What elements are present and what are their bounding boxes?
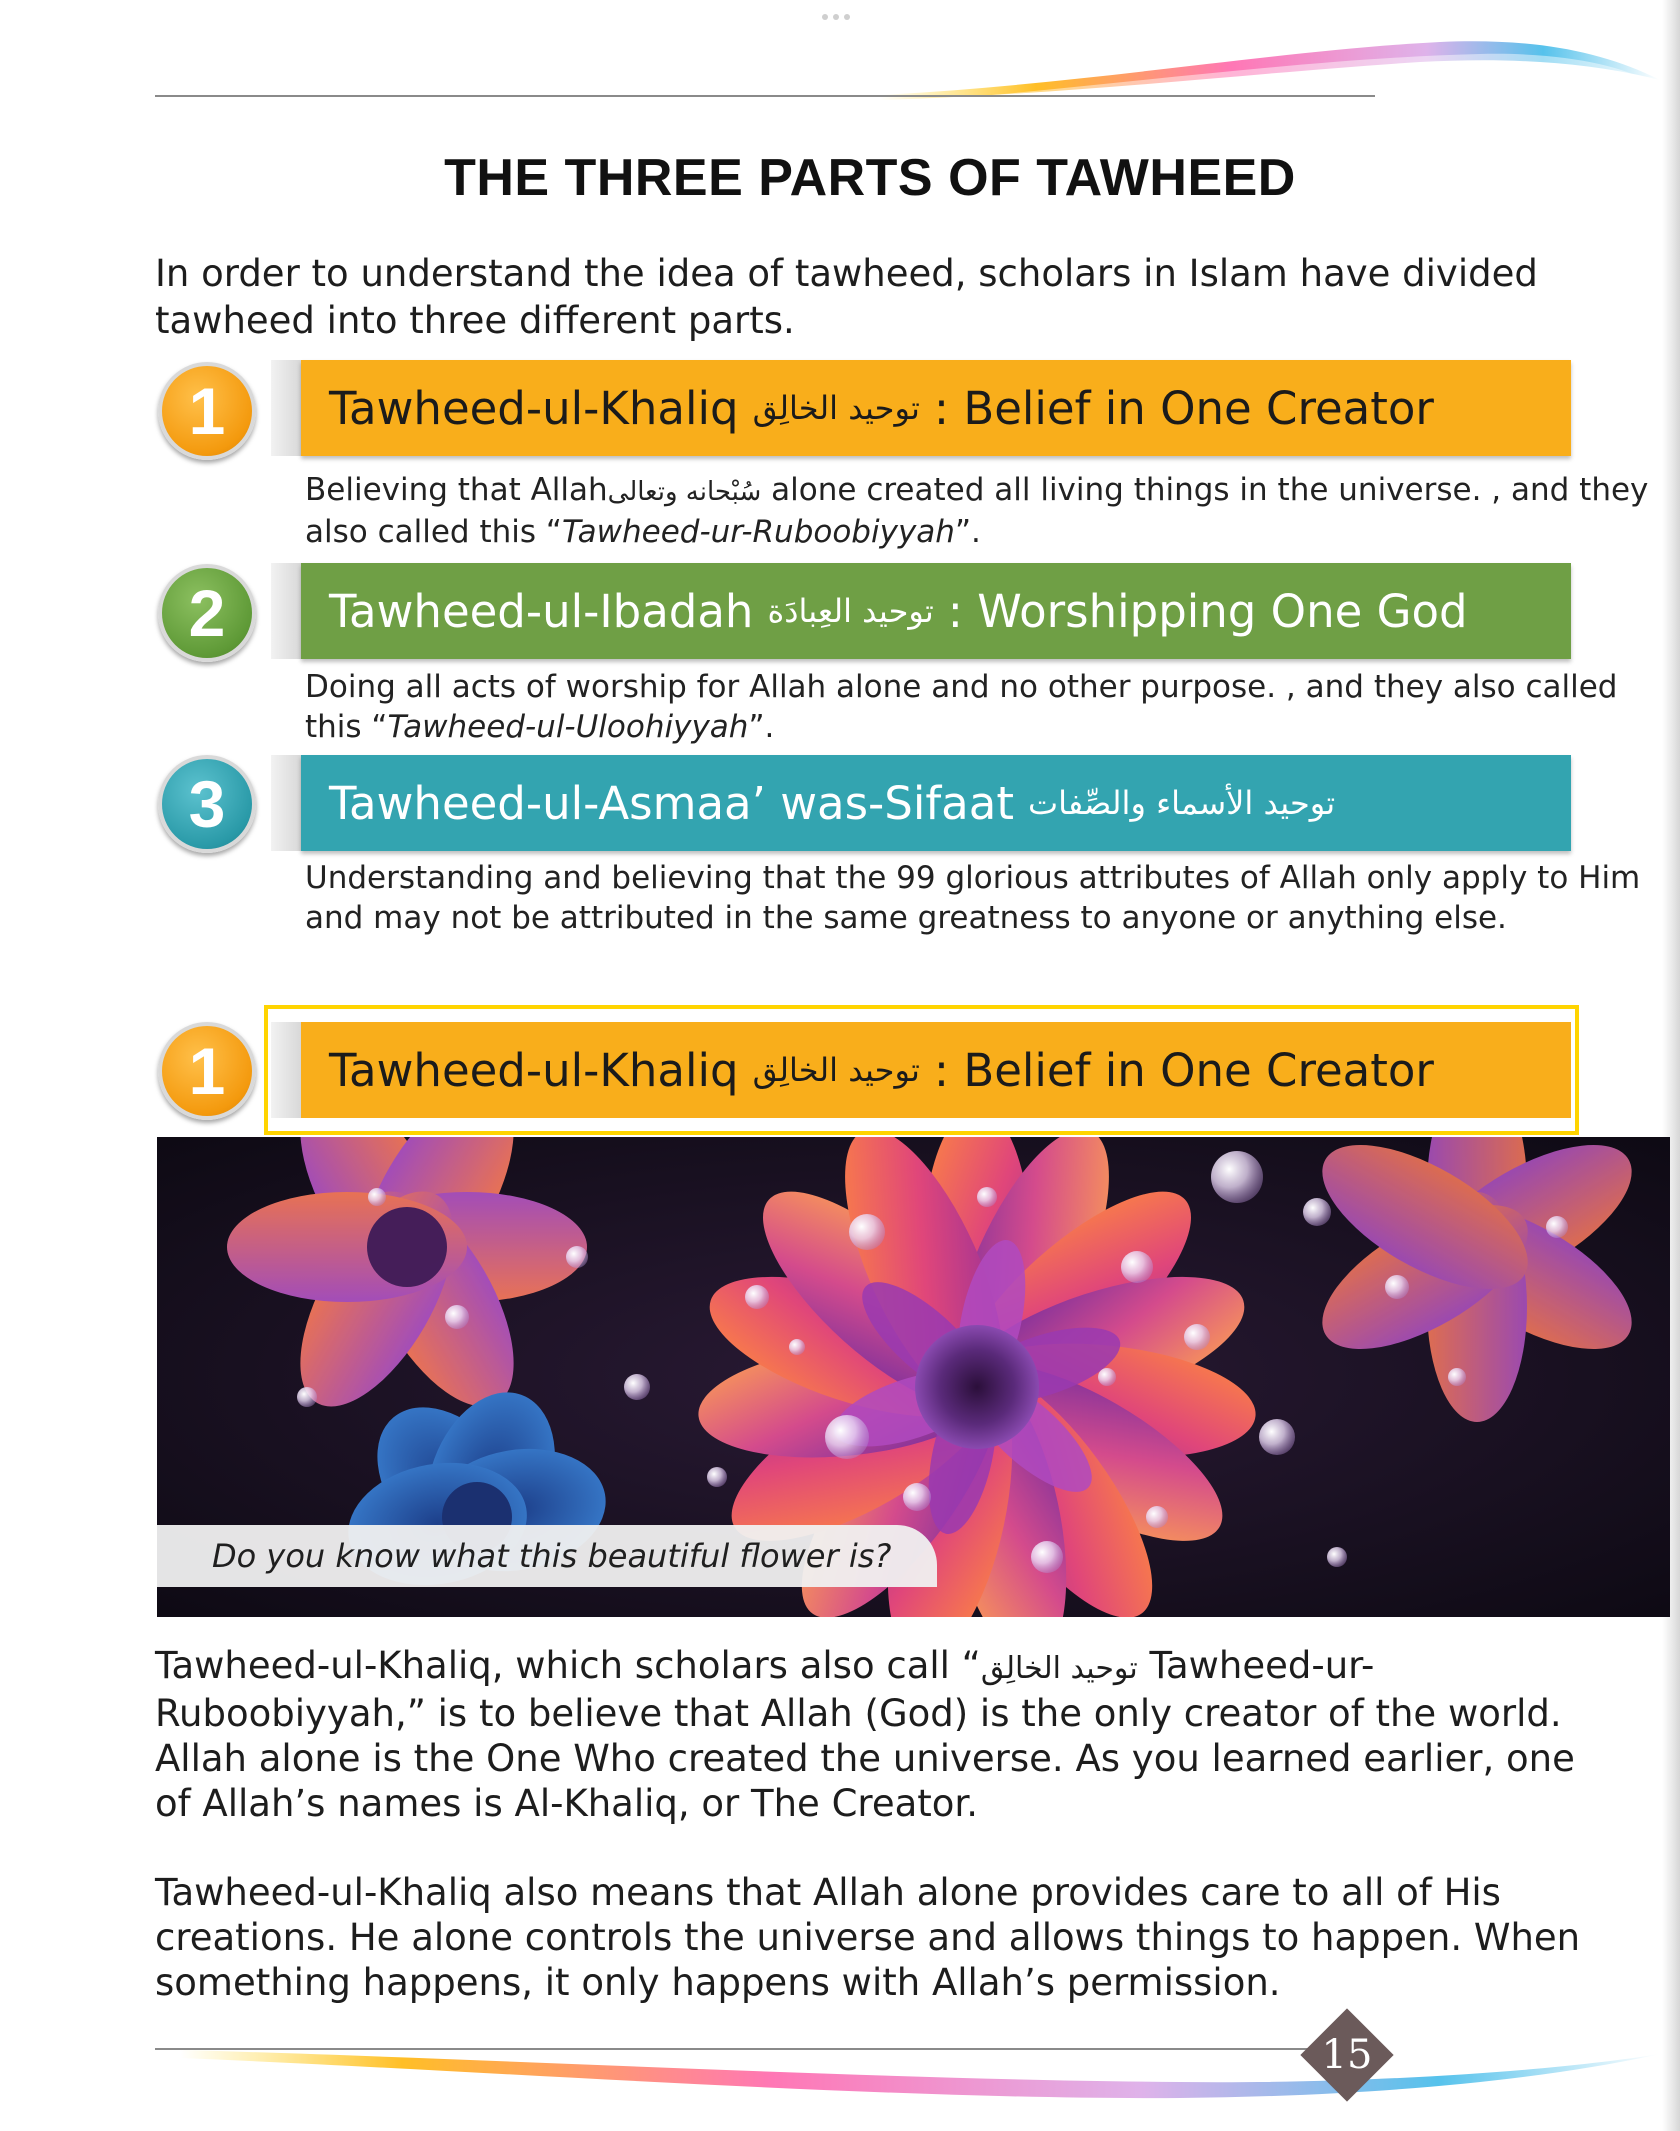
part-2-desc-end: ”.	[748, 709, 775, 745]
section-meaning: Belief in One Creator	[963, 1043, 1434, 1097]
section-name: Tawheed-ul-Khaliq	[329, 1043, 739, 1097]
part-3-description: Understanding and believing that the 99 glorious attributes of Allah only apply to Him and may not be attributed in the same greatness to anyone or anything else.	[305, 860, 1641, 936]
flower-photo	[157, 1137, 1670, 1617]
bar-stub	[271, 563, 301, 659]
part-2-separator: :	[947, 584, 963, 638]
part-2-meaning: Worshipping One God	[977, 584, 1468, 638]
part-1-separator: :	[933, 381, 950, 435]
section-separator: :	[933, 1043, 950, 1097]
bar-stub	[271, 1022, 301, 1118]
body-paragraph-1	[155, 1643, 1595, 1826]
part-3-number-badge: 3	[158, 755, 256, 853]
bottom-divider	[155, 2048, 1335, 2050]
part-2-desc-term: Tawheed-ul-Uloohiyyah	[387, 709, 749, 745]
part-1-meaning: Belief in One Creator	[963, 381, 1434, 435]
part-1-desc-end: ”.	[954, 514, 981, 550]
part-3-arabic: توحيد الأسماء والصِّفات	[1027, 784, 1336, 822]
part-1-desc-text: Believing that Allah	[305, 472, 608, 508]
part-3-header-bar	[271, 755, 1571, 851]
part-1-heading	[301, 360, 1571, 456]
page-number-badge	[1300, 2008, 1394, 2102]
page-title: THE THREE PARTS OF TAWHEED	[444, 149, 1296, 207]
part-2-description	[305, 667, 1625, 747]
part-2-heading	[301, 563, 1571, 659]
top-divider	[155, 95, 1375, 97]
part-1-desc-term: Tawheed-ur-Ruboobiyyah	[561, 514, 955, 550]
section-title	[301, 1022, 1571, 1118]
page-edge-shadow	[1662, 0, 1680, 2131]
body-paragraph-2: Tawheed-ul-Khaliq also means that Allah alone provides care to all of His creations. He alone controls the universe and allows things to happen. When something happens, it only happens with Allah’s permission.	[155, 1871, 1581, 2004]
section-arabic: توحيد الخالِق	[752, 1051, 920, 1089]
section-number-badge: 1	[158, 1022, 256, 1120]
part-1-header-bar	[271, 360, 1571, 456]
bottom-rainbow-swoosh	[180, 2040, 1660, 2130]
intro-paragraph: In order to understand the idea of tawheed, scholars in Islam have divided tawheed into three different parts.	[155, 252, 1538, 342]
section-header-bar	[271, 1022, 1571, 1118]
part-1-description	[305, 470, 1680, 552]
part-1-name: Tawheed-ul-Khaliq	[329, 381, 739, 435]
part-2-header-bar	[271, 563, 1571, 659]
part-1-desc-arabic: سُبْحانه وتعالى	[607, 477, 762, 507]
part-1-desc-text-2: alone created all living things in the universe. , and they also called this “	[305, 472, 1649, 550]
part-3-name: Tawheed-ul-Asmaa’ was-Sifaat	[329, 776, 1014, 830]
body-p1-arabic: توحيد الخالِق	[980, 1651, 1138, 1686]
bar-stub	[271, 755, 301, 851]
part-3-heading	[301, 755, 1571, 851]
body-p1-rest: Tawheed-ur-Ruboobiyyah,” is to believe that Allah (God) is the only creator of the world. Allah alone is the One Who created the universe. As you learned earlier, one of Allah’s names is Al-Khaliq, or The Creator.	[155, 1644, 1575, 1825]
photo-caption: Do you know what this beautiful flower is?	[157, 1525, 937, 1587]
bar-stub	[271, 360, 301, 456]
drag-handle-icon[interactable]	[822, 14, 858, 20]
part-1-number-badge: 1	[158, 362, 256, 460]
part-2-desc-text: Doing all acts of worship for Allah alone and no other purpose. , and they also called this “	[305, 669, 1618, 745]
body-p1-start: Tawheed-ul-Khaliq, which scholars also call “	[155, 1644, 981, 1687]
part-2-number-badge: 2	[158, 564, 256, 662]
part-2-arabic: توحيد العِبادَة	[767, 592, 934, 630]
page-number: 15	[1321, 2032, 1373, 2078]
part-1-arabic: توحيد الخالِق	[752, 389, 920, 427]
part-2-name: Tawheed-ul-Ibadah	[329, 584, 754, 638]
